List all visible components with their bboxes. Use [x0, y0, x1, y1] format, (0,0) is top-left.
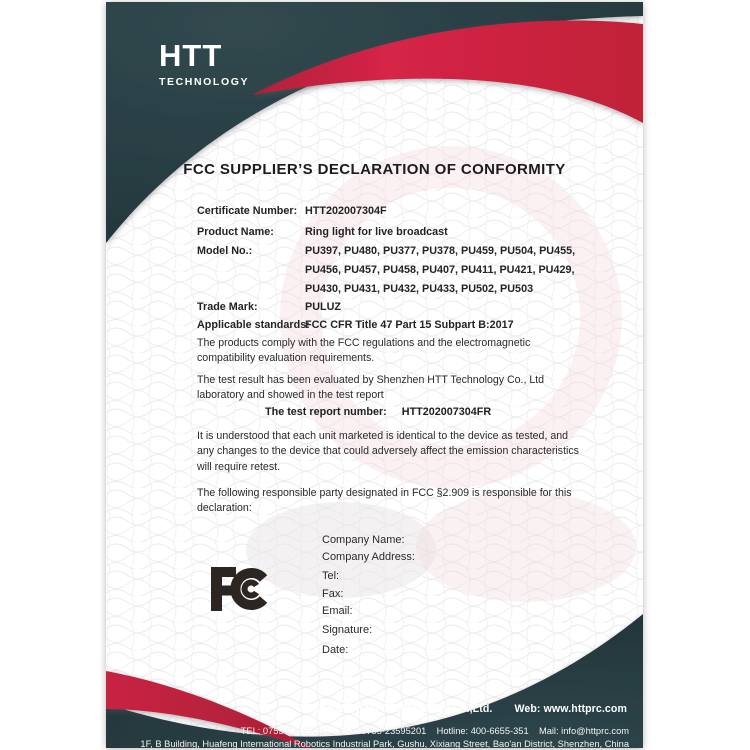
paragraph-retest: It is understood that each unit marketed is identical to the device as tested, and any changes to the device that could adversely affect the emission characteristics will require retest.	[197, 430, 579, 473]
footer-company-line	[312, 703, 627, 715]
certificate-page	[106, 2, 643, 748]
form-label-date: Date:	[322, 644, 349, 656]
model-no-label: Model No.:	[197, 245, 253, 257]
test-report-number-value: HTT202007304FR	[401, 406, 492, 418]
form-label-tel: Tel:	[322, 570, 340, 582]
footer-web: Web: www.httprc.com	[514, 703, 627, 715]
product-name-label: Product Name:	[197, 226, 274, 238]
paragraph-responsible-party: The following responsible party designated in FCC §2.909 is responsible for this declaration:	[197, 487, 572, 515]
footer-company: Shenzhen HTT Technology Co.,Ltd.	[311, 703, 493, 715]
certificate-number-label: Certificate Number:	[197, 205, 298, 217]
model-no-line-1: PU397, PU480, PU377, PU378, PU459, PU504, PU455,	[305, 245, 576, 257]
applicable-standards-label: Applicable standards:	[197, 319, 310, 331]
brand-name: HTT	[159, 38, 223, 73]
fcc-logo-icon	[208, 562, 280, 614]
test-report-number	[265, 406, 491, 418]
form-label-company-address: Company Address:	[322, 551, 415, 563]
trade-mark-value: PULUZ	[305, 301, 341, 313]
model-no-line-3: PU430, PU431, PU432, PU433, PU502, PU503	[305, 283, 534, 295]
brand-subtitle: TECHNOLOGY	[159, 76, 250, 88]
form-label-fax: Fax:	[322, 588, 344, 600]
footer-contacts: TEL: 0755-23595200 FAX: 0755-23595201 Hotline: 400-6655-351 Mail: info@httprc.com	[240, 726, 629, 736]
certificate-number-value: HTT202007304F	[305, 205, 387, 217]
paragraph-compliance: The products comply with the FCC regulations and the electromagnetic compatibility evaluation requirements.	[197, 337, 531, 365]
trade-mark-label: Trade Mark:	[197, 301, 258, 313]
paragraph-test-result: The test result has been evaluated by Shenzhen HTT Technology Co., Ltd laboratory and showed in the test report	[197, 374, 545, 402]
product-name-value: Ring light for live broadcast	[305, 226, 448, 238]
page-title: FCC SUPPLIER’S DECLARATION OF CONFORMITY	[183, 161, 566, 178]
model-no-line-2: PU456, PU457, PU458, PU407, PU411, PU421, PU429,	[305, 264, 575, 276]
brand-logo	[159, 40, 249, 88]
form-label-company-name: Company Name:	[322, 534, 405, 546]
form-label-email: Email:	[322, 605, 353, 617]
applicable-standards-value: FCC CFR Title 47 Part 15 Subpart B:2017	[305, 319, 514, 331]
footer-address: 1F, B Building, Huafeng International Robotics Industrial Park, Gushu, Xixiang Street, Bao'an District, Shenzhen, China	[140, 739, 629, 748]
test-report-number-label: The test report number:	[265, 406, 387, 418]
form-label-signature: Signature:	[322, 624, 373, 636]
